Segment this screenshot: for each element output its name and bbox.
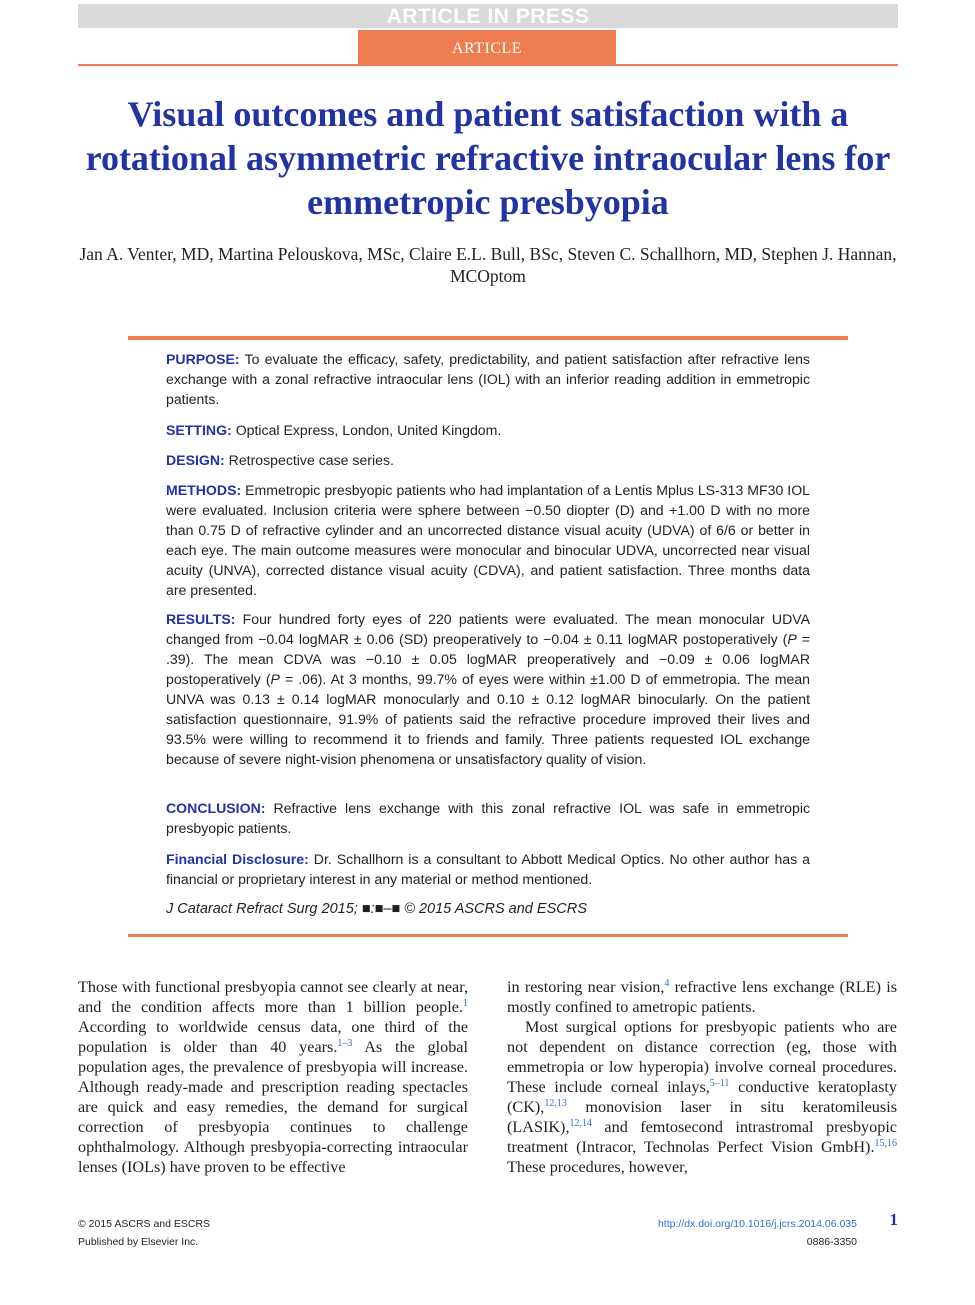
abstract-purpose xyxy=(166,349,810,409)
header-divider xyxy=(78,64,898,66)
conclusion-text: Refractive lens exchange with this zonal refractive IOL was safe in emmetropic presbyopic patients. xyxy=(166,800,811,836)
article-in-press-label: ARTICLE IN PRESS xyxy=(386,5,590,28)
article-title: Visual outcomes and patient satisfaction with a rotational asymmetric refractive intraocular lens for emmetropic presbyopia xyxy=(85,94,891,222)
reference-link[interactable]: 15,16 xyxy=(874,1138,897,1149)
purpose-label: PURPOSE: xyxy=(166,351,240,367)
disclosure-text: Dr. Schallhorn is a consultant to Abbott Medical Optics. No other author has a financial or proprietary interest in any material or method mentioned. xyxy=(166,851,810,887)
body-text: monovision laser in situ keratomileusis (LASIK), xyxy=(507,1098,897,1136)
abstract-top-divider xyxy=(128,336,848,340)
body-text: in restoring near vision, xyxy=(507,978,665,996)
body-text: refractive lens exchange (RLE) is mostly confined to ametropic patients. xyxy=(507,978,898,1016)
abstract-conclusion xyxy=(166,798,810,838)
article-type-tab: ARTICLE xyxy=(358,30,616,65)
reference-link[interactable]: 12,13 xyxy=(544,1098,567,1109)
methods-text: Emmetropic presbyopic patients who had implantation of a Lentis Mplus LS-313 MF30 IOL were evaluated. Inclusion criteria were sphere between −0.50 diopter (D) and +1.00 D with no more than 0.75 D of refractive cylinder and an uncorrected distance visual acuity (UDVA) of 6/6 or better in each eye. The main outcome measures were monocular and binocular UDVA, uncorrected near visual acuity (UNVA), corrected distance visual acuity (CDVA), and patient satisfaction. Three months data are presented. xyxy=(166,482,810,598)
article-in-press-banner xyxy=(78,4,898,28)
results-text-2: = .39). The mean CDVA was −0.10 ± 0.05 logMAR preoperatively and −0.09 ± 0.06 logMAR postoperatively ( xyxy=(166,631,810,687)
abstract-results xyxy=(166,609,810,769)
body-text: and femtosecond intrastromal presbyopic treatment (Intracor, Technolas Perfect Vision GmbH). xyxy=(507,1118,897,1156)
results-text-1: Four hundred forty eyes of 220 patients were evaluated. The mean monocular UDVA changed from −0.04 logMAR ± 0.06 (SD) preoperatively to −0.04 ± 0.11 logMAR postoperatively ( xyxy=(166,611,810,647)
methods-label: METHODS: xyxy=(166,482,242,498)
abstract-design xyxy=(166,450,810,470)
body-text: As the global population ages, the prevalence of presbyopia will increase. Although ready-made and prescription reading spectacles are quick and easy remedies, the demand for surgical correction of presbyopia continues to challenge ophthalmology. Although presbyopia-correcting intraocular lenses (IOLs) have proven to be effective xyxy=(78,1038,468,1176)
body-text: Those with functional presbyopia cannot see clearly at near, and the condition affects more than 1 billion people. xyxy=(78,978,468,1016)
financial-disclosure xyxy=(166,849,810,889)
p-value-symbol: P xyxy=(270,671,280,687)
author-list: Jan A. Venter, MD, Martina Pelouskova, MSc, Claire E.L. Bull, BSc, Steven C. Schallhorn, MD, Stephen J. Hannan, MCOptom xyxy=(79,244,897,286)
results-label: RESULTS: xyxy=(166,611,236,627)
design-text: Retrospective case series. xyxy=(228,452,394,468)
footer-copyright: © 2015 ASCRS and ESCRS xyxy=(78,1218,211,1230)
reference-link[interactable]: 12,14 xyxy=(569,1118,592,1129)
conclusion-label: CONCLUSION: xyxy=(166,800,266,816)
body-text: conductive keratoplasty (CK), xyxy=(507,1078,897,1116)
doi-link[interactable]: http://dx.doi.org/10.1016/j.jcrs.2014.06.035 xyxy=(657,1218,857,1230)
results-text-3: = .06). At 3 months, 99.7% of eyes were within ±1.00 D of emmetropia. The mean UNVA was 0.13 ± 0.14 logMAR monocularly and 0.10 ± 0.12 logMAR binocularly. On the patient satisfaction questionnaire, 91.9% of patients said the refractive procedure improved their lives and 93.5% were willing to recommend it to friends and family. Three patients requested IOL exchange because of severe night-vision phenomena or unsatisfactory quality of vision. xyxy=(166,671,810,767)
journal-citation: J Cataract Refract Surg 2015; ■:■–■ © 2015 ASCRS and ESCRS xyxy=(166,901,587,917)
abstract-bottom-divider xyxy=(128,934,848,937)
purpose-text: To evaluate the efficacy, safety, predictability, and patient satisfaction after refractive lens exchange with a zonal refractive intraocular lens (IOL) with an inferior reading addition in emmetropic patients. xyxy=(166,351,810,407)
body-text: Most surgical options for presbyopic patients who are not dependent on distance correction (eg, those with emmetropia or low hyperopia) involve corneal procedures. These include corneal inlays, xyxy=(507,1018,897,1096)
body-paragraph xyxy=(507,1017,897,1177)
design-label: DESIGN: xyxy=(166,452,225,468)
p-value-symbol: P xyxy=(787,631,797,647)
footer-issn: 0886-3350 xyxy=(806,1236,857,1248)
body-text: These procedures, however, xyxy=(507,1158,688,1176)
body-column-left xyxy=(78,977,468,1177)
page-number: 1 xyxy=(889,1210,898,1229)
reference-link[interactable]: 4 xyxy=(664,978,670,989)
abstract-methods xyxy=(166,480,810,600)
setting-label: SETTING: xyxy=(166,422,232,438)
setting-text: Optical Express, London, United Kingdom. xyxy=(235,422,502,438)
disclosure-label: Financial Disclosure: xyxy=(166,851,309,867)
reference-link[interactable]: 1–3 xyxy=(337,1038,353,1049)
footer-publisher: Published by Elsevier Inc. xyxy=(78,1236,199,1248)
body-column-right xyxy=(507,977,897,1177)
reference-link[interactable]: 5–11 xyxy=(709,1078,730,1089)
abstract-setting xyxy=(166,420,810,440)
body-text: According to worldwide census data, one third of the population is older than 40 years. xyxy=(78,1018,468,1056)
reference-link[interactable]: 1 xyxy=(463,998,468,1009)
